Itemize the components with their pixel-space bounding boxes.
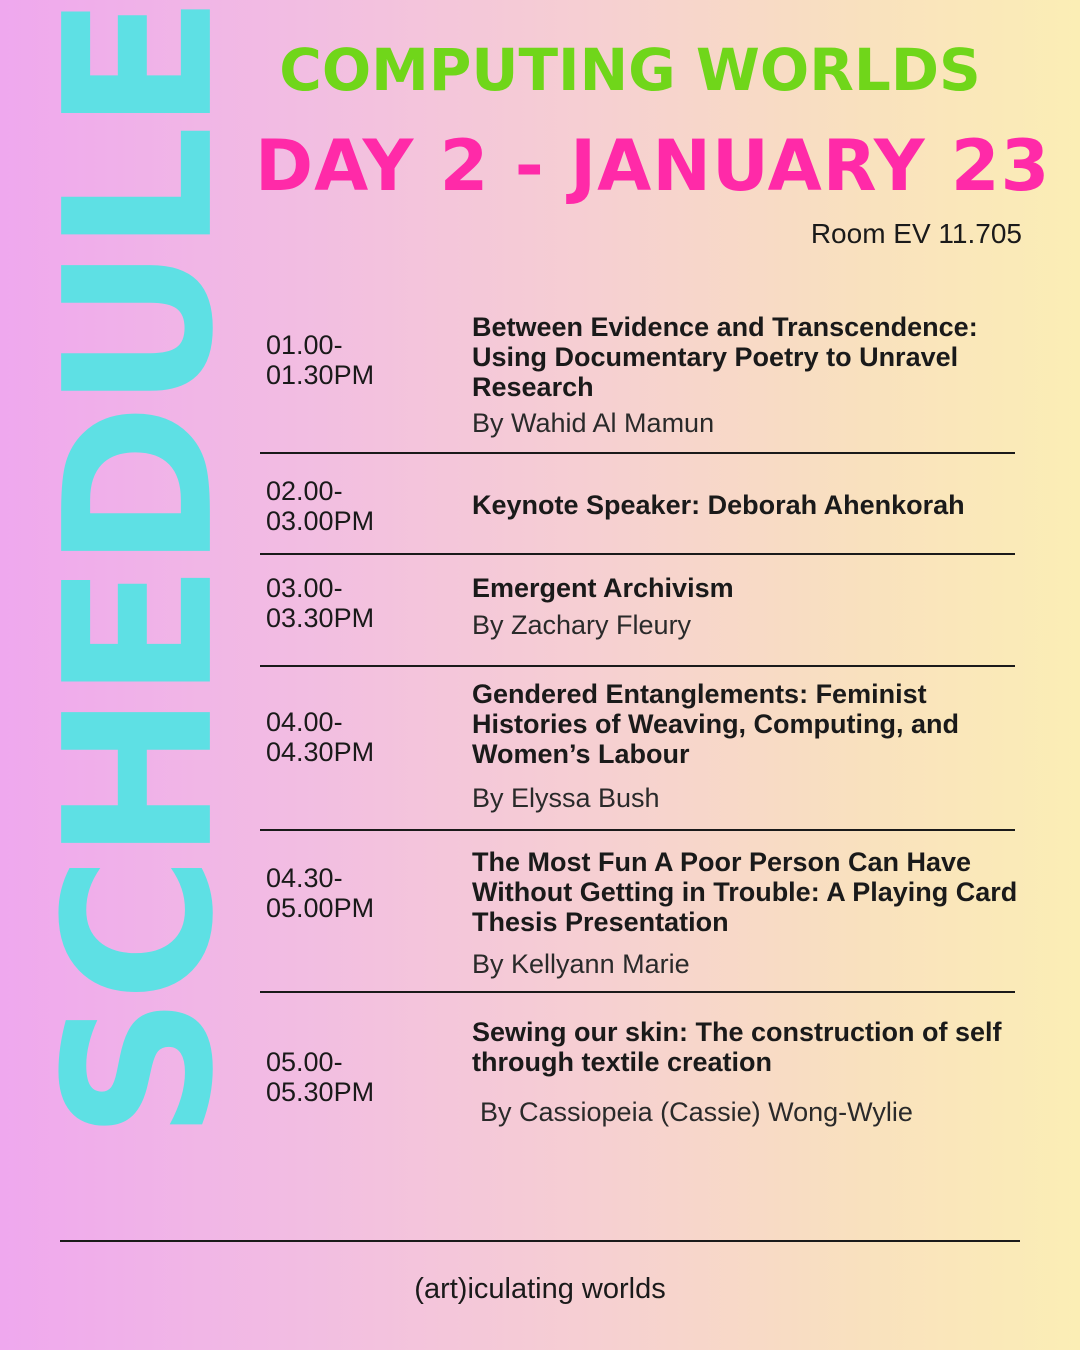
event-title: COMPUTING WORLDS [279,36,981,104]
footer-tagline: (art)iculating worlds [414,1273,666,1305]
session-time: 04.30- 05.00PM [266,863,375,923]
session-speaker: By Kellyann Marie [472,949,690,979]
session-time: 04.00- 04.30PM [266,707,375,767]
divider [260,991,1015,993]
divider [260,553,1015,555]
session-time: 05.00- 05.30PM [266,1047,375,1107]
session-time: 03.00- 03.30PM [266,573,375,633]
session-speaker: By Elyssa Bush [472,783,660,813]
session-speaker: By Cassiopeia (Cassie) Wong-Wylie [480,1097,913,1127]
day-date-heading: DAY 2 - JANUARY 23 [255,125,1051,207]
room-label: Room EV 11.705 [810,218,1022,249]
divider [260,452,1015,454]
session-title: Gendered Entanglements: Feminist Histories of Weaving, Computing, and Women’s Labour [472,679,960,769]
session-title: Keynote Speaker: Deborah Ahenkorah [472,490,965,520]
footer-divider [60,1240,1020,1242]
session-title: The Most Fun A Poor Person Can Have Without Getting in Trouble: A Playing Card Thesis Presentation [472,847,1018,937]
session-title: Emergent Archivism [472,573,734,603]
schedule-vertical-label: SCHEDULE [21,0,259,1140]
divider [260,665,1015,667]
divider [260,829,1015,831]
session-title: Between Evidence and Transcendence: Using Documentary Poetry to Unravel Research [472,312,978,402]
session-title: Sewing our skin: The construction of self through textile creation [472,1017,1002,1077]
session-time: 01.00- 01.30PM [266,330,375,390]
session-speaker: By Zachary Fleury [472,610,692,640]
session-time: 02.00- 03.00PM [266,476,375,536]
session-speaker: By Wahid Al Mamun [472,408,715,438]
